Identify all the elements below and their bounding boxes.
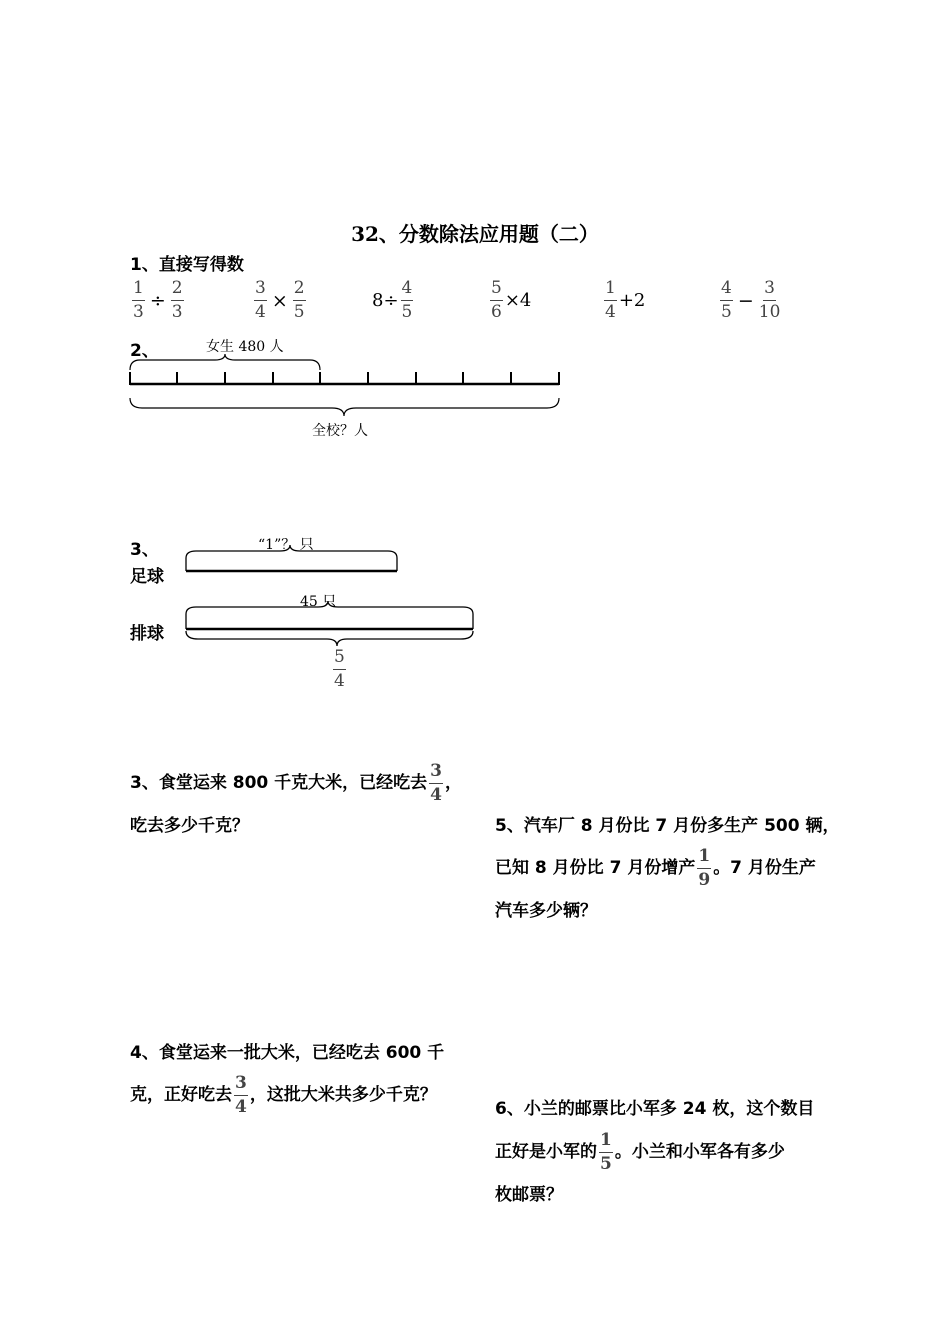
volleyball-brace-label: 45 只 xyxy=(300,594,337,610)
q1-item-2: $\frac{3}{4}$ × $\frac{2}{5}$ xyxy=(255,278,305,322)
football-label: 足球 xyxy=(130,567,164,587)
q3d-fraction: $\frac{5}{4}$ xyxy=(334,647,345,691)
problem-5-line-3: 汽车多少辆？ xyxy=(495,901,597,921)
problem-4-line-2: 克，正好吃去 $\frac{3}{4}$ ，这批大米共多少千克？ xyxy=(130,1073,437,1117)
q1-item-5: $\frac{1}{4}$ +2 xyxy=(605,278,646,322)
problem-3-line-2: 吃去多少千克？ xyxy=(130,816,249,836)
q2-segment-bar xyxy=(130,372,559,385)
q2-bottom-brace xyxy=(130,398,559,416)
q2-label: 2、 xyxy=(130,341,159,361)
q1-item-4: $\frac{5}{6}$ ×4 xyxy=(491,278,532,322)
problem-6-line-1: 6、小兰的邮票比小军多 24 枚，这个数目 xyxy=(495,1099,815,1119)
q1-label: 1、直接写得数 xyxy=(130,255,244,275)
problem-3-line-1: 3、食堂运来 800 千克大米，已经吃去 $\frac{3}{4}$ ， xyxy=(130,761,462,805)
problem-6-line-3: 枚邮票？ xyxy=(495,1185,563,1205)
q1-item-6: $\frac{4}{5}$ − $\frac{3}{10}$ xyxy=(721,278,781,322)
q3d-label: 3、 xyxy=(130,540,159,560)
problem-5-line-2: 已知 8 月份比 7 月份增产 $\frac{1}{9}$ 。7 月份生产 xyxy=(495,846,816,890)
volleyball-label: 排球 xyxy=(130,624,164,644)
q3-bottom-brace xyxy=(186,631,473,646)
page-title: 32、分数除法应用题（二） xyxy=(351,222,599,246)
football-brace-label: “1”？ 只 xyxy=(258,537,314,553)
q1-item-3: 8÷ $\frac{4}{5}$ xyxy=(372,278,413,322)
problem-6-line-2: 正好是小军的 $\frac{1}{5}$ 。小兰和小军各有多少 xyxy=(495,1130,785,1174)
q1-item-1: $\frac{1}{3}$ ÷ $\frac{2}{3}$ xyxy=(133,278,183,322)
q2-bottom-label: 全校？人 xyxy=(312,423,368,439)
q2-top-brace xyxy=(130,354,320,370)
q2-top-label: 女生 480 人 xyxy=(206,339,284,355)
problem-4-line-1: 4、食堂运来一批大米，已经吃去 600 千 xyxy=(130,1043,445,1063)
problem-5-line-1: 5、汽车厂 8 月份比 7 月份多生产 500 辆， xyxy=(495,816,840,836)
